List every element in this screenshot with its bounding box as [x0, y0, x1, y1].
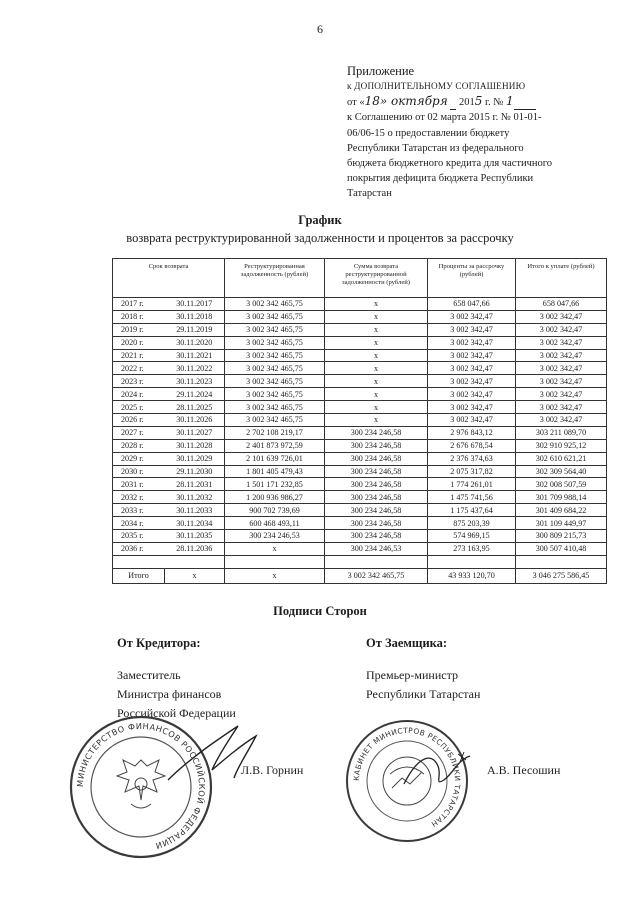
cell-interest: 273 163,95: [428, 542, 516, 555]
cell-due-date: 30.11.2032: [165, 491, 225, 504]
cell-repayment: x: [325, 388, 428, 401]
cell-year: 2034 г.: [113, 517, 165, 530]
appendix-date-line: [347, 94, 607, 110]
cell-total: 301 709 988,14: [516, 491, 607, 504]
table-row: [113, 375, 607, 388]
table-row: [113, 388, 607, 401]
cell-interest: 1 175 437,64: [428, 504, 516, 517]
creditor-role-line-3: Российской Федерации: [117, 706, 236, 720]
table-row: [113, 426, 607, 439]
handwritten-year: 5: [474, 94, 483, 109]
cell-repayment: 300 234 246,58: [325, 439, 428, 452]
cell-debt: 3 002 342 465,75: [225, 349, 325, 362]
cell-due-date: 30.11.2034: [165, 517, 225, 530]
cell-repayment: 300 234 246,58: [325, 465, 428, 478]
cell-year: 2018 г.: [113, 310, 165, 323]
cell-total: 3 002 342,47: [516, 414, 607, 427]
cell-debt: 2 702 108 219,17: [225, 426, 325, 439]
cell-total: 300 507 410,48: [516, 542, 607, 555]
appendix-block: [347, 64, 607, 202]
creditor-label: От Кредитора:: [117, 636, 201, 650]
table-row: [113, 542, 607, 555]
borrower-role: [366, 666, 480, 704]
borrower-signature: [398, 746, 478, 796]
cell-year: 2024 г.: [113, 388, 165, 401]
cell-due-date: 30.11.2033: [165, 504, 225, 517]
cell-debt: 3 002 342 465,75: [225, 298, 325, 311]
borrower-role-line-2: Республики Татарстан: [366, 687, 481, 701]
cell-interest: 3 002 342,47: [428, 323, 516, 336]
cell-year: 2032 г.: [113, 491, 165, 504]
total-debt: x: [225, 568, 325, 583]
cell-repayment: x: [325, 310, 428, 323]
cell-debt: 3 002 342 465,75: [225, 323, 325, 336]
borrower-role-line-1: Премьер-министр: [366, 668, 458, 682]
cell-total: 3 002 342,47: [516, 388, 607, 401]
cell-total: 300 809 215,73: [516, 530, 607, 543]
cell-due-date: 30.11.2022: [165, 362, 225, 375]
creditor-role-line-1: Заместитель: [117, 668, 181, 682]
cell-year: 2033 г.: [113, 504, 165, 517]
table-row: [113, 298, 607, 311]
cell-total: 3 002 342,47: [516, 310, 607, 323]
table-row: [113, 349, 607, 362]
table-row: [113, 530, 607, 543]
cell-year: 2023 г.: [113, 375, 165, 388]
cell-debt: 3 002 342 465,75: [225, 362, 325, 375]
creditor-stamp-text: МИНИСТЕРСТВО ФИНАНСОВ РОССИЙСКОЙ ФЕДЕРАЦИИ: [74, 720, 208, 852]
appendix-line-3: к Соглашению от 02 марта 2015 г. № 01-01-: [347, 112, 542, 124]
cell-repayment: x: [325, 298, 428, 311]
table-row: [113, 504, 607, 517]
cell-debt: 3 002 342 465,75: [225, 388, 325, 401]
cell-due-date: 30.11.2028: [165, 439, 225, 452]
cell-due-date: 30.11.2026: [165, 414, 225, 427]
cell-repayment: x: [325, 375, 428, 388]
cell-debt: 300 234 246,53: [225, 530, 325, 543]
year-text: 201: [458, 97, 475, 109]
double-headed-eagle-emblem: [117, 760, 165, 808]
cell-total: 3 002 342,47: [516, 401, 607, 414]
cell-interest: 658 047,66: [428, 298, 516, 311]
cell-due-date: 30.11.2035: [165, 530, 225, 543]
handwritten-number: 1: [505, 94, 514, 109]
cell-interest: 2 376 374,63: [428, 452, 516, 465]
cell-due-date: 29.11.2024: [165, 388, 225, 401]
cell-year: 2025 г.: [113, 401, 165, 414]
cell-year: 2019 г.: [113, 323, 165, 336]
cell-total: 301 109 449,97: [516, 517, 607, 530]
page-number: 6: [317, 22, 323, 36]
cell-total: 302 610 621,21: [516, 452, 607, 465]
schedule-title: График: [298, 213, 342, 227]
cell-due-date: 30.11.2017: [165, 298, 225, 311]
cell-interest: 2 976 843,12: [428, 426, 516, 439]
table-row: [113, 491, 607, 504]
cell-debt: 3 002 342 465,75: [225, 414, 325, 427]
cell-repayment: x: [325, 362, 428, 375]
cell-due-date: 30.11.2021: [165, 349, 225, 362]
cell-interest: 574 969,15: [428, 530, 516, 543]
cell-interest: 3 002 342,47: [428, 388, 516, 401]
table-row: [113, 401, 607, 414]
cell-repayment: 300 234 246,58: [325, 478, 428, 491]
cell-due-date: 29.11.2030: [165, 465, 225, 478]
cell-debt: 1 801 405 479,43: [225, 465, 325, 478]
appendix-line-1: к ДОПОЛНИТЕЛЬНОМУ СОГЛАШЕНИЮ: [347, 81, 526, 91]
cell-repayment: x: [325, 323, 428, 336]
total-label: Итого: [113, 568, 165, 583]
cell-interest: 2 075 317,82: [428, 465, 516, 478]
cell-due-date: 30.11.2018: [165, 310, 225, 323]
cell-interest: 1 475 741,56: [428, 491, 516, 504]
appendix-line-7: покрытия дефицита бюджета Республики: [347, 173, 534, 185]
signatures-title: Подписи Сторон: [273, 604, 367, 618]
cell-due-date: 30.11.2029: [165, 452, 225, 465]
cell-year: 2021 г.: [113, 349, 165, 362]
cell-interest: 3 002 342,47: [428, 375, 516, 388]
cell-year: 2035 г.: [113, 530, 165, 543]
creditor-signer-name: Л.В. Горнин: [241, 763, 304, 777]
cell-interest: 3 002 342,47: [428, 349, 516, 362]
cell-year: 2030 г.: [113, 465, 165, 478]
creditor-role-line-2: Министра финансов: [117, 687, 222, 701]
cell-debt: 900 702 739,69: [225, 504, 325, 517]
table-row: [113, 478, 607, 491]
cell-due-date: 29.11.2019: [165, 323, 225, 336]
table-header-row: [113, 259, 607, 298]
cell-repayment: 300 234 246,58: [325, 426, 428, 439]
cell-repayment: x: [325, 349, 428, 362]
table-spacer-row: [113, 555, 607, 568]
cell-year: 2017 г.: [113, 298, 165, 311]
total-date: x: [165, 568, 225, 583]
table-body: [113, 298, 607, 556]
appendix-title: Приложение: [347, 64, 415, 78]
cell-repayment: x: [325, 414, 428, 427]
cell-year: 2036 г.: [113, 542, 165, 555]
table-row: [113, 452, 607, 465]
borrower-stamp-text: КАБИНЕТ МИНИСТРОВ РЕСПУБЛИКИ ТАТАРСТАН: [351, 725, 463, 829]
cell-interest: 3 002 342,47: [428, 336, 516, 349]
cell-repayment: 300 234 246,58: [325, 504, 428, 517]
cell-due-date: 30.11.2023: [165, 375, 225, 388]
table-row: [113, 439, 607, 452]
cell-due-date: 28.11.2025: [165, 401, 225, 414]
total-repayment: 3 002 342 465,75: [325, 568, 428, 583]
table-total-row: [113, 568, 607, 583]
cell-total: 3 002 342,47: [516, 362, 607, 375]
cell-year: 2022 г.: [113, 362, 165, 375]
cell-due-date: 28.11.2036: [165, 542, 225, 555]
cell-debt: 1 501 171 232,85: [225, 478, 325, 491]
cell-repayment: 300 234 246,53: [325, 542, 428, 555]
table-row: [113, 336, 607, 349]
cell-due-date: 28.11.2031: [165, 478, 225, 491]
repayment-schedule-table: [112, 258, 607, 584]
appendix-line-4: 06/06-15 о предоставлении бюджету: [347, 127, 510, 139]
cell-year: 2028 г.: [113, 439, 165, 452]
cell-debt: 3 002 342 465,75: [225, 310, 325, 323]
handwritten-month: » октября: [379, 94, 448, 109]
cell-total: 303 211 089,70: [516, 426, 607, 439]
cell-total: 3 002 342,47: [516, 349, 607, 362]
cell-debt: 2 101 639 726,01: [225, 452, 325, 465]
date-prefix: от «: [347, 97, 365, 109]
cell-interest: 2 676 678,54: [428, 439, 516, 452]
cell-due-date: 30.11.2020: [165, 336, 225, 349]
header-debt: Реструктурированная задолженность (рублей): [225, 259, 325, 298]
cell-repayment: 300 234 246,58: [325, 530, 428, 543]
table-row: [113, 465, 607, 478]
cell-total: 301 409 684,22: [516, 504, 607, 517]
cell-interest: 3 002 342,47: [428, 414, 516, 427]
appendix-line-8: Татарстан: [347, 188, 392, 200]
borrower-signer-name: А.В. Песошин: [487, 763, 561, 777]
cell-year: 2031 г.: [113, 478, 165, 491]
header-total: Итого к уплате (рублей): [516, 259, 607, 298]
total-interest: 43 933 120,70: [428, 568, 516, 583]
cell-year: 2020 г.: [113, 336, 165, 349]
table-row: [113, 414, 607, 427]
header-interest: Проценты за рассрочку (рублей): [428, 259, 516, 298]
cell-total: 302 309 564,40: [516, 465, 607, 478]
cell-total: 3 002 342,47: [516, 336, 607, 349]
cell-debt: 3 002 342 465,75: [225, 375, 325, 388]
table-row: [113, 323, 607, 336]
cell-total: 302 910 925,12: [516, 439, 607, 452]
cell-repayment: 300 234 246,58: [325, 491, 428, 504]
cell-debt: 3 002 342 465,75: [225, 401, 325, 414]
cell-year: 2029 г.: [113, 452, 165, 465]
cell-interest: 3 002 342,47: [428, 310, 516, 323]
cell-interest: 1 774 261,01: [428, 478, 516, 491]
cell-repayment: 300 234 246,58: [325, 452, 428, 465]
cell-year: 2027 г.: [113, 426, 165, 439]
table-row: [113, 517, 607, 530]
header-term: Срок возврата: [113, 259, 225, 298]
handwritten-day: 18: [364, 94, 380, 109]
schedule-subtitle: возврата реструктурированной задолженности и процентов за рассрочку: [126, 231, 514, 245]
header-repayment: Сумма возврата реструктурированной задолженности (рублей): [325, 259, 428, 298]
cell-debt: 2 401 873 972,59: [225, 439, 325, 452]
cell-year: 2026 г.: [113, 414, 165, 427]
cell-repayment: x: [325, 336, 428, 349]
cell-interest: 3 002 342,47: [428, 362, 516, 375]
cell-debt: 600 468 493,11: [225, 517, 325, 530]
cell-total: 302 008 507,59: [516, 478, 607, 491]
total-sum: 3 046 275 586,45: [516, 568, 607, 583]
table-row: [113, 310, 607, 323]
appendix-line-6: бюджета бюджетного кредита для частичного: [347, 158, 553, 170]
appendix-line-5: Республики Татарстан из федерального: [347, 142, 524, 154]
number-label: г. №: [484, 97, 504, 109]
cell-repayment: 300 234 246,58: [325, 517, 428, 530]
cell-total: 3 002 342,47: [516, 375, 607, 388]
cell-repayment: x: [325, 401, 428, 414]
cell-debt: 3 002 342 465,75: [225, 336, 325, 349]
cell-total: 658 047,66: [516, 298, 607, 311]
cell-due-date: 30.11.2027: [165, 426, 225, 439]
borrower-label: От Заемщика:: [366, 636, 448, 650]
cell-total: 3 002 342,47: [516, 323, 607, 336]
cell-interest: 3 002 342,47: [428, 401, 516, 414]
table-row: [113, 362, 607, 375]
cell-interest: 875 203,39: [428, 517, 516, 530]
cell-debt: 1 200 936 986,27: [225, 491, 325, 504]
cell-debt: x: [225, 542, 325, 555]
